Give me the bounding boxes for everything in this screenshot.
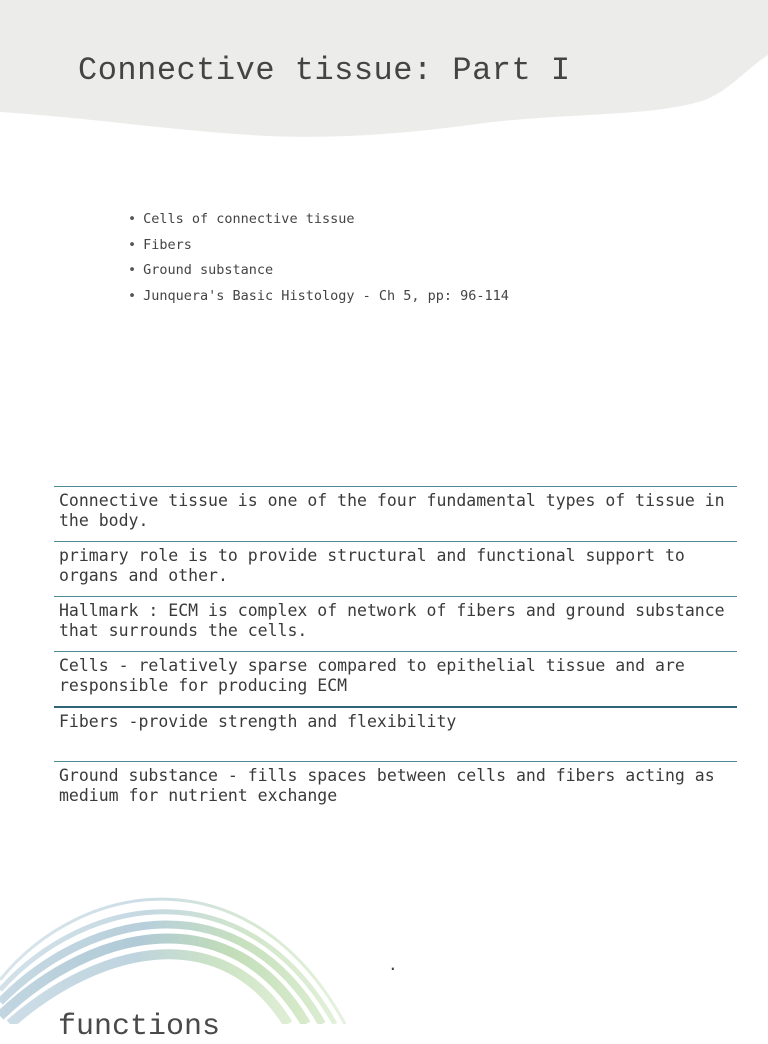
stray-dot: . — [388, 955, 398, 974]
table-row: primary role is to provide structural and functional support to organs and other. — [54, 541, 737, 596]
table-row: Hallmark : ECM is complex of network of fibers and ground substance that surrounds the cells. — [54, 596, 737, 651]
table-row: Connective tissue is one of the four fundamental types of tissue in the body. — [54, 486, 737, 541]
list-item: • Ground substance — [128, 258, 509, 284]
decorative-swoosh — [0, 860, 360, 1024]
next-section-heading: functions — [58, 1010, 221, 1044]
list-item: • Junquera's Basic Histology - Ch 5, pp: 96-114 — [128, 284, 509, 310]
definition-table — [54, 486, 737, 821]
table-row: Fibers -provide strength and flexibility — [54, 706, 737, 761]
table-row: Cells - relatively sparse compared to epithelial tissue and are responsible for producing ECM — [54, 651, 737, 706]
list-item: • Cells of connective tissue — [128, 207, 509, 233]
page-title: Connective tissue: Part I — [78, 52, 571, 89]
topic-list — [128, 207, 509, 309]
table-row: Ground substance - fills spaces between cells and fibers acting as medium for nutrient exchange — [54, 761, 737, 821]
list-item: • Fibers — [128, 233, 509, 259]
